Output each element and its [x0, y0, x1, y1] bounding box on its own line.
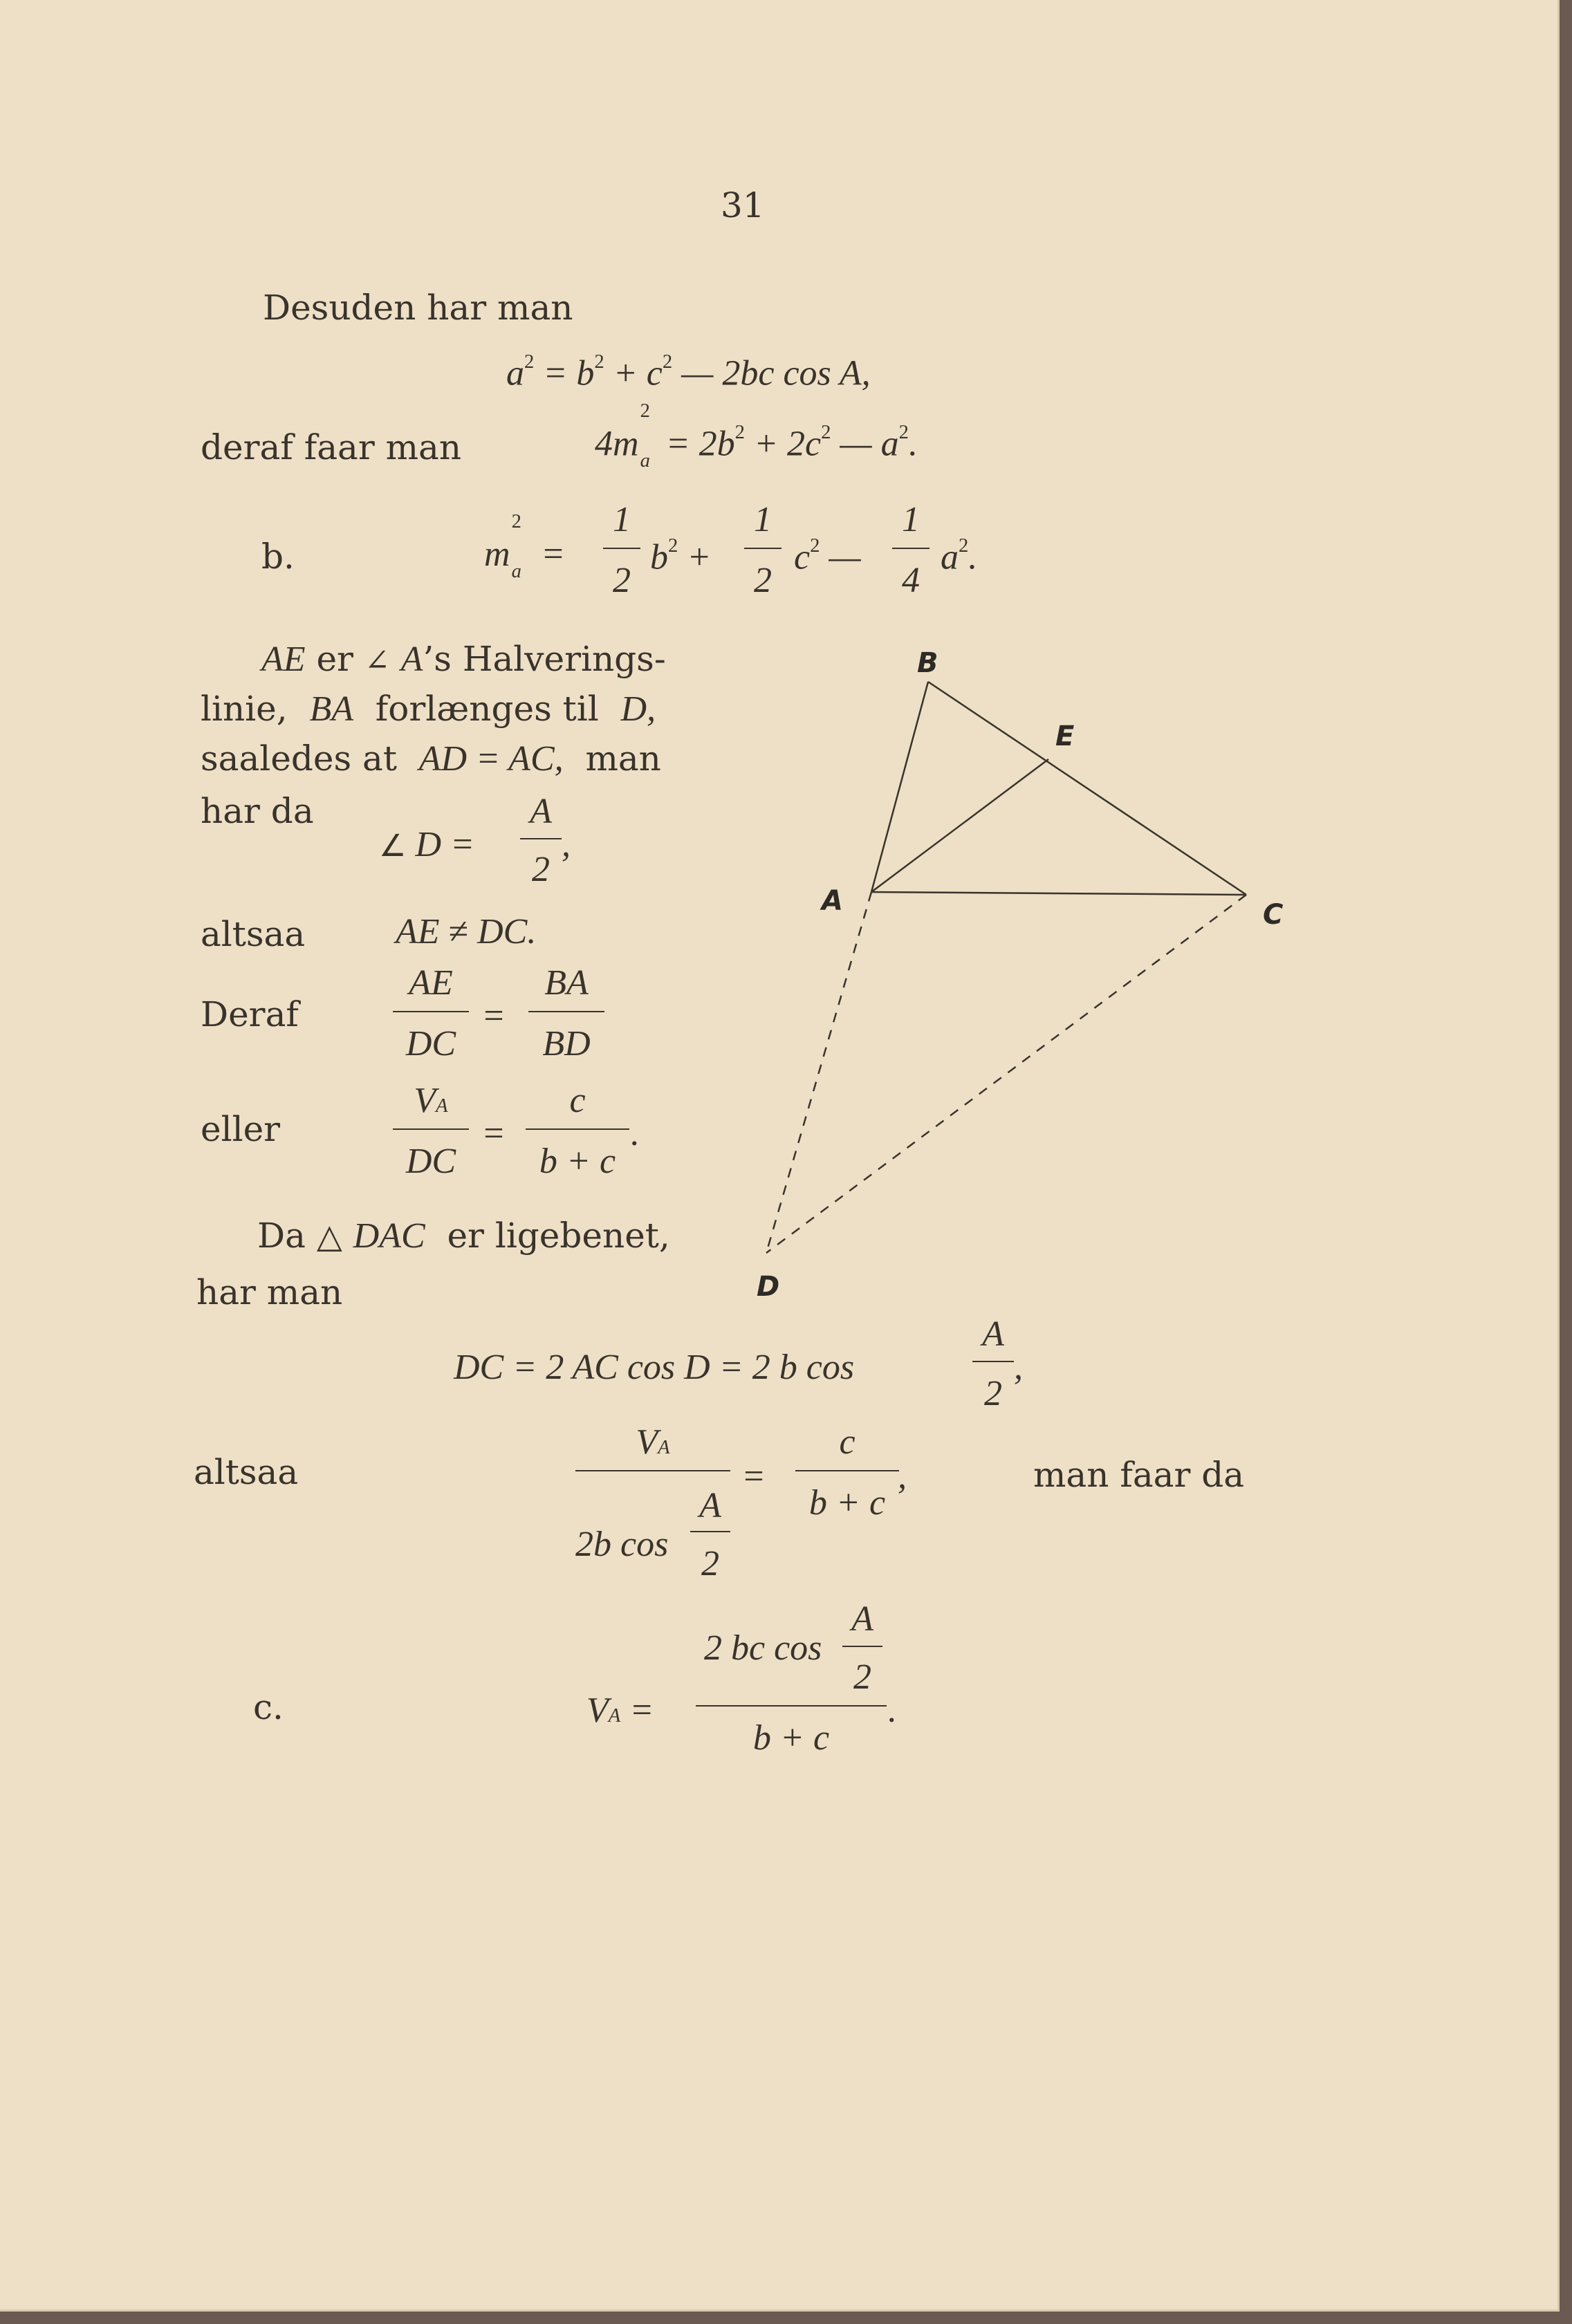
frac-c-bc-2: c b + c: [795, 1424, 899, 1528]
text-altsaa-2: altsaa: [194, 1452, 299, 1492]
label-b: b.: [261, 537, 295, 577]
frac-a-half: A 2: [520, 794, 562, 891]
text-altsaa-1: altsaa: [201, 914, 306, 954]
frac-va-final: 2 bc cos A 2 b + c: [696, 1601, 887, 1760]
text-har-man: har man: [196, 1272, 343, 1312]
frac-va-2bcos: VA 2b cos A 2: [575, 1424, 730, 1583]
text-ae-line1: AE er ∠ A’s Halverings-: [261, 639, 666, 679]
text-man-faar-da: man faar da: [1033, 1455, 1245, 1495]
frac-half-1: 1 2: [603, 502, 640, 606]
frac-va-dc: VA DC: [393, 1083, 469, 1187]
frac-quarter: 1 4: [892, 502, 930, 606]
segment-ba: [871, 682, 928, 892]
label-a-point: A: [822, 885, 843, 917]
label-d-point: D: [757, 1271, 780, 1300]
equals: =: [541, 534, 566, 574]
segment-ac: [871, 892, 1246, 895]
text-ae-line2: linie, BA forlænges til D,: [201, 689, 656, 729]
formula-median-m: m 2 a: [484, 511, 521, 582]
text-eller: eller: [201, 1109, 281, 1149]
formula-median-4: 4m 2 a = $2b^2 + 2c^2$ — $a^2$.: [595, 400, 918, 472]
formula-va: VA =: [586, 1691, 654, 1730]
triangle-figure: [747, 636, 1314, 1300]
label-c-point: C: [1263, 899, 1284, 931]
formula-ae-neq-dc: AE ≠ DC.: [396, 912, 537, 951]
text-deraf: Deraf: [201, 994, 299, 1034]
segment-ae: [871, 759, 1048, 892]
segment-bc: [928, 682, 1246, 895]
formula-cosine-law: $a^2 = b^2 + c^2$ — 2bc cos A,: [506, 351, 871, 393]
text-ae-line3: saaledes at AD = AC, man: [201, 738, 661, 779]
page-number: 31: [721, 185, 765, 225]
formula-dc: DC = 2 AC cos D = 2 b cos: [454, 1348, 855, 1387]
text-da-dac: Da △ DAC er ligebenet,: [257, 1216, 670, 1256]
text-deraf-faar-man: deraf faar man: [201, 427, 462, 467]
label-b-point: B: [917, 647, 938, 679]
label-c: c.: [253, 1687, 284, 1727]
frac-ba-bd: BA BD: [528, 965, 604, 1069]
segment-ad-dashed: [766, 892, 871, 1253]
frac-ae-dc: AE DC: [393, 965, 469, 1069]
frac-c-bc: c b + c: [526, 1083, 629, 1187]
formula-angle-d: ∠ D =: [379, 825, 475, 864]
frac-a-half-2: A 2: [972, 1317, 1014, 1420]
text-desuden: Desuden har man: [263, 288, 573, 328]
frac-half-2: 1 2: [744, 502, 782, 606]
label-e-point: E: [1055, 721, 1075, 752]
segment-dc-dashed: [766, 895, 1246, 1253]
book-page: 31 Desuden har man $a^2 = b^2 + c^2$ — 2bc cos A, deraf faar man 4m 2 a = $2b^2 + 2c^2$ — $a^2$. b. m 2 a = 1 2 $b^2$ + 1 2 $c^2$ — 1 4 $a^2$. AE er ∠ A’s Halverings- linie, BA forlænges til D, saaledes at AD = AC, man har da ∠ D = A 2 , altsaa AE ≠ DC. Deraf AE DC = BA BD eller VA DC = c b + c . Da △ DAC er ligebenet, har man DC = 2 AC cos D = 2 b cos A 2 , altsaa VA 2b cos A 2 = c b + c , man faar da c. VA = 2 bc cos A 2 b + c . B E A C D: [0, 0, 1560, 2312]
text-har-da: har da: [201, 791, 314, 831]
